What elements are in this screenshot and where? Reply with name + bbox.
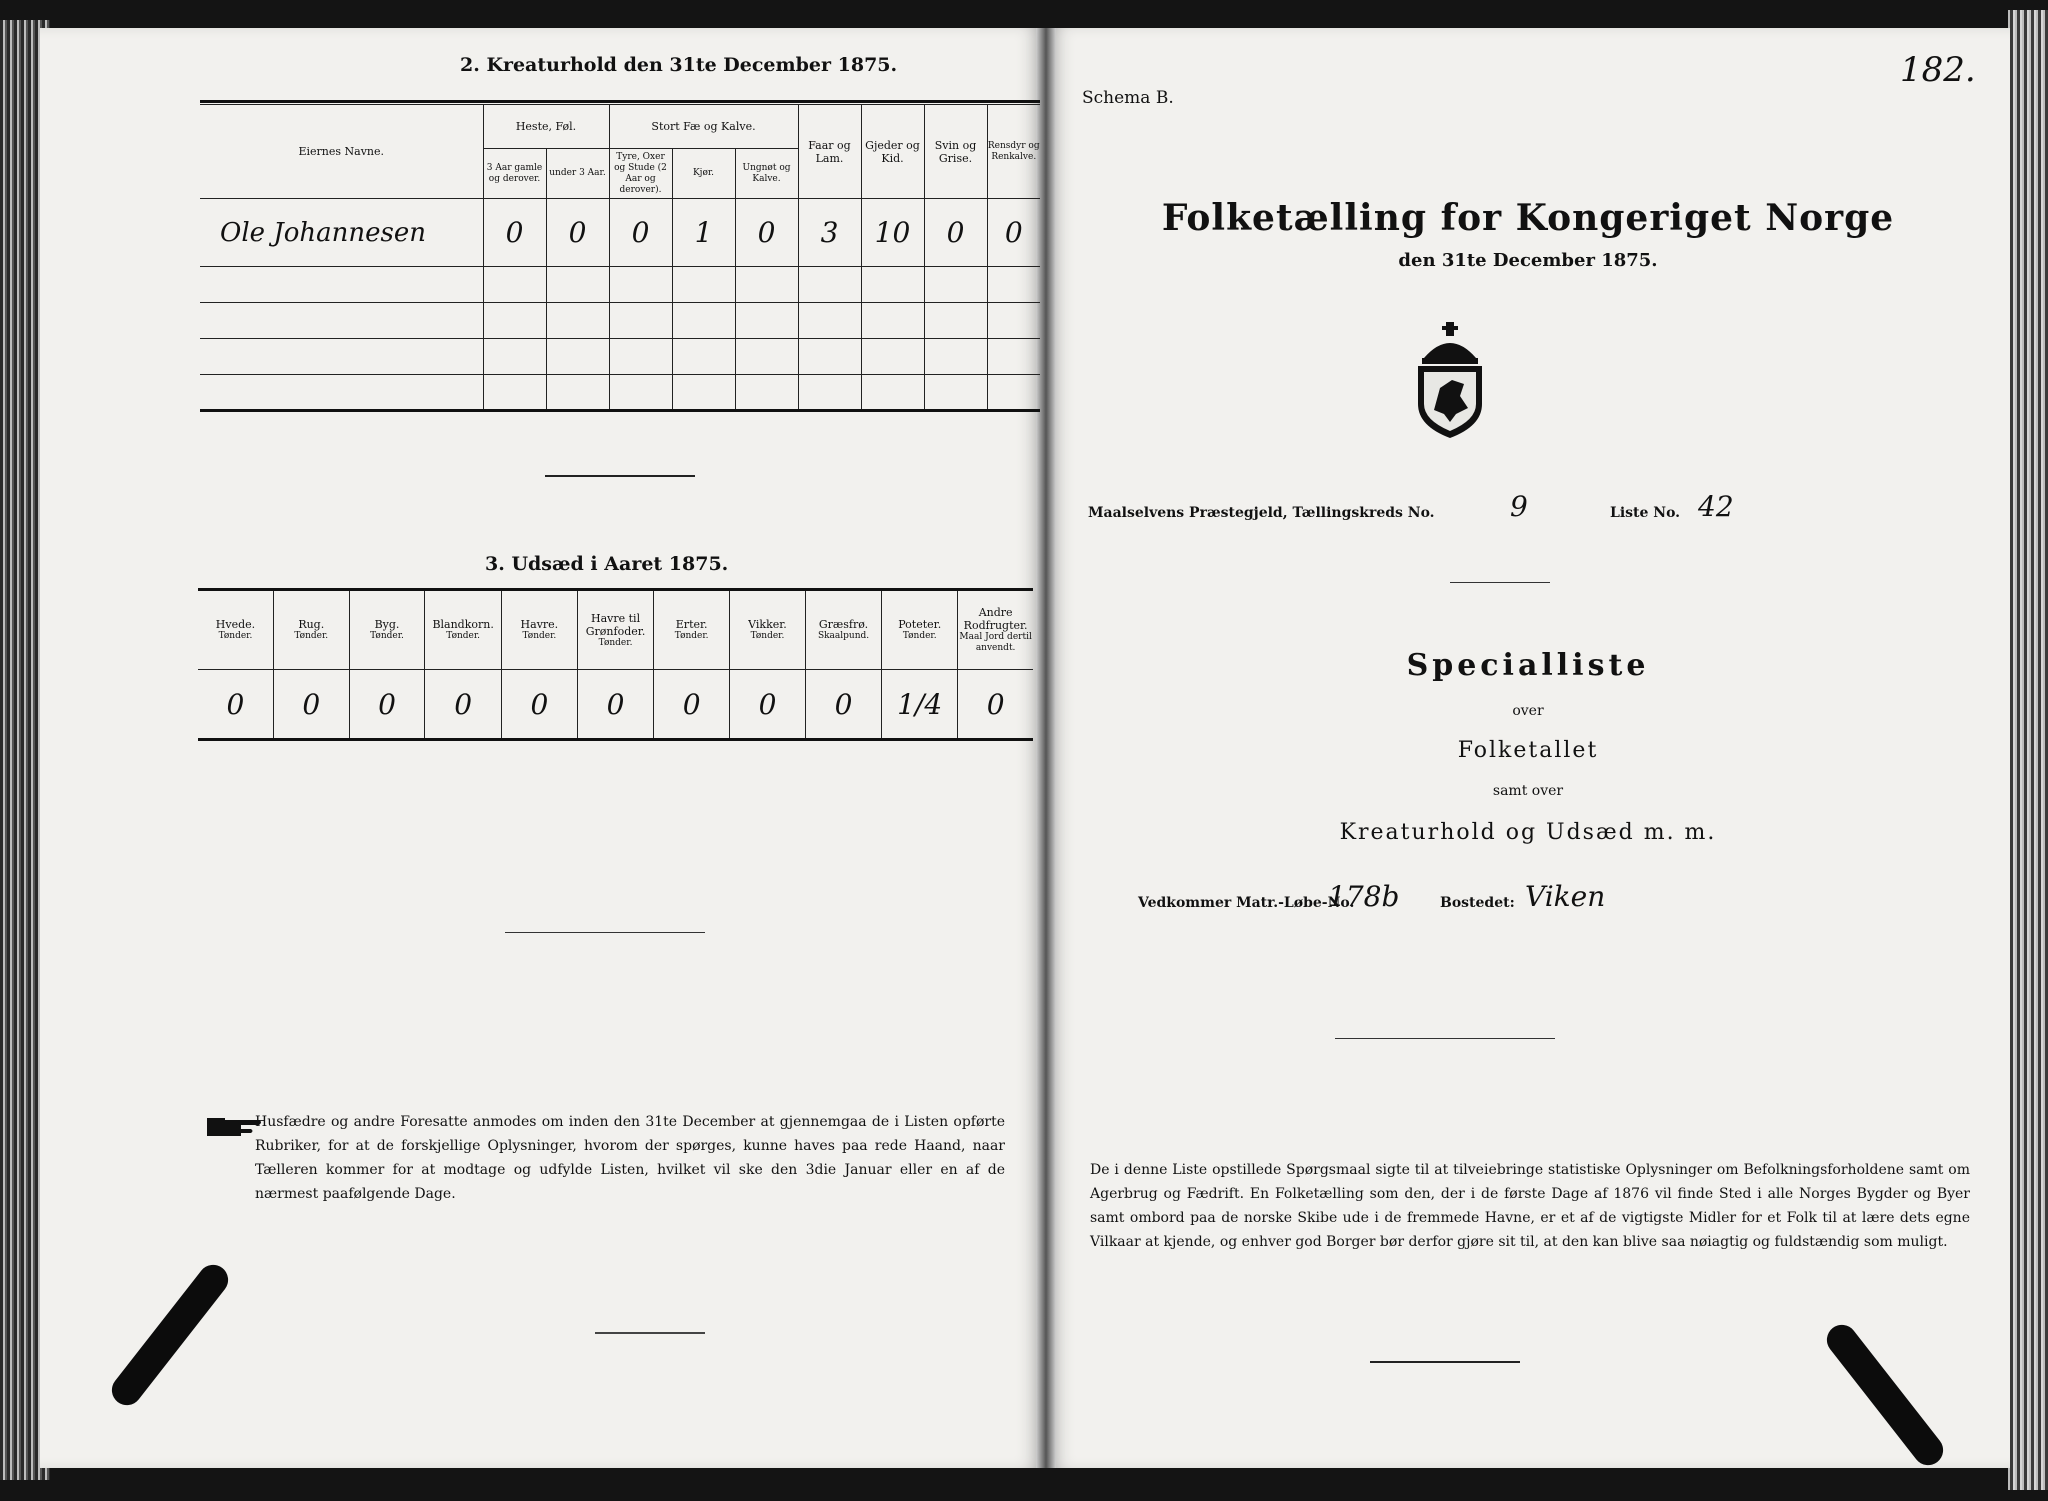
divider — [545, 475, 695, 477]
sow-value-10: 0 — [958, 670, 1033, 740]
district-number: 9 — [1510, 490, 1528, 523]
sow-value-7: 0 — [730, 670, 806, 740]
over-label: over — [1512, 703, 1544, 719]
value-horses-young: 0 — [546, 199, 609, 267]
page-number: 182. — [1900, 50, 1976, 90]
table-row — [200, 199, 1040, 267]
value-sheep: 3 — [798, 199, 861, 267]
value-oxen: 0 — [609, 199, 672, 267]
value-cows: 1 — [672, 199, 735, 267]
table-row — [198, 670, 1033, 740]
sow-value-1: 0 — [273, 670, 349, 740]
census-date: den 31te December 1875. — [1398, 250, 1658, 271]
sow-header-4: Havre. Tønder. — [501, 590, 577, 670]
sowing-table — [198, 588, 1033, 741]
sow-value-6: 0 — [654, 670, 730, 740]
divider — [1335, 1038, 1555, 1039]
value-horses-old: 0 — [483, 199, 546, 267]
divider — [1370, 1361, 1520, 1363]
sow-value-9: 1/4 — [882, 670, 958, 740]
instructions-note: Husfædre og andre Foresatte anmodes om inden den 31te December at gjennemgaa de i Listen opførte Rubriker, for at de forskjellige Oplysninger, hvorom der spørges, kunne haves paa rede Haand, naar Tælleren kommer for at modtage og udfylde Listen, hvilket vil ske den 3die Januar eller en af de nærmest paafølgende Dage. — [255, 1114, 1005, 1202]
value-young-cattle: 0 — [735, 199, 798, 267]
bosted-value: Viken — [1525, 880, 1606, 913]
list-number: 42 — [1698, 490, 1734, 523]
sow-header-6: Erter. Tønder. — [654, 590, 730, 670]
divider — [505, 932, 705, 933]
folketallet-label: Folketallet — [1457, 738, 1599, 763]
header-sheep: Faar og Lam. — [798, 105, 861, 199]
matr-label: Vedkommer Matr.-Løbe-No. — [1138, 895, 1355, 911]
sow-value-4: 0 — [501, 670, 577, 740]
header-horses-young: under 3 Aar. — [546, 149, 609, 199]
value-goats: 10 — [861, 199, 924, 267]
section2-title: 2. Kreaturhold den 31te December 1875. — [460, 54, 898, 76]
header-cows: Kjør. — [672, 149, 735, 199]
coat-of-arms-icon — [1410, 318, 1490, 440]
sow-header-7: Vikker. Tønder. — [730, 590, 806, 670]
right-page-edges — [2008, 10, 2048, 1490]
purpose-paragraph: De i denne Liste opstillede Spørgsmaal sigte til at tilveiebringe statistiske Oplysninger om Befolkningsforholdene samt om Agerbrug og Fædrift. En Folketælling som den, der i de første Dage af 1876 vil finde Sted i alle Norges Bygder og Byer samt ombord paa de norske Skibe ude i de fremmede Havne, er et af de vigtigste Midler for et Folk til at lære dets egne Vilkaar at kjende, og enhver god Borger bør derfor gjøre sit til, at den kan blive saa nøiagtig og fuldstændig som muligt. — [1090, 1162, 1970, 1250]
schema-label: Schema B. — [1082, 88, 1174, 108]
sow-value-2: 0 — [349, 670, 425, 740]
header-cattle: Stort Fæ og Kalve. — [609, 105, 798, 149]
sow-value-3: 0 — [425, 670, 502, 740]
sow-header-1: Rug. Tønder. — [273, 590, 349, 670]
list-label: Liste No. — [1610, 505, 1681, 521]
header-oxen: Tyre, Oxer og Stude (2 Aar og derover). — [609, 149, 672, 199]
owner-name: Ole Johannesen — [200, 199, 483, 267]
bosted-label: Bostedet: — [1440, 895, 1515, 911]
sow-value-5: 0 — [577, 670, 654, 740]
sow-value-0: 0 — [198, 670, 273, 740]
sow-header-2: Byg. Tønder. — [349, 590, 425, 670]
section3-title: 3. Udsæd i Aaret 1875. — [485, 553, 729, 575]
header-reindeer: Rensdyr og Renkalve. — [987, 105, 1040, 199]
table2-top-rule — [200, 100, 1040, 103]
header-horses: Heste, Føl. — [483, 105, 609, 149]
livestock-table — [200, 104, 1040, 412]
divider — [1450, 582, 1550, 583]
matr-number: 178b — [1328, 880, 1400, 913]
divider — [595, 1332, 705, 1334]
value-pigs: 0 — [924, 199, 987, 267]
sow-header-0: Hvede. Tønder. — [198, 590, 273, 670]
specialliste-title: Specialliste — [1406, 648, 1650, 683]
sow-header-10: Andre Rodfrugter. Maal Jord dertil anvendt. — [958, 590, 1033, 670]
header-pigs: Svin og Grise. — [924, 105, 987, 199]
sow-header-8: Græsfrø. Skaalpund. — [805, 590, 881, 670]
header-young-cattle: Ungnøt og Kalve. — [735, 149, 798, 199]
sow-value-8: 0 — [805, 670, 881, 740]
sow-header-3: Blandkorn. Tønder. — [425, 590, 502, 670]
district-label: Maalselvens Præstegjeld, Tællingskreds No. — [1088, 505, 1435, 521]
header-owner: Eiernes Navne. — [200, 105, 483, 199]
kreaturhold-label: Kreaturhold og Udsæd m. m. — [1339, 820, 1717, 845]
header-goats: Gjeder og Kid. — [861, 105, 924, 199]
header-horses-old: 3 Aar gamle og derover. — [483, 149, 546, 199]
samt-over-label: samt over — [1492, 783, 1564, 799]
sow-header-5: Havre til Grønfoder. Tønder. — [577, 590, 654, 670]
census-title: Folketælling for Kongeriget Norge — [1161, 197, 1895, 239]
value-reindeer: 0 — [987, 199, 1040, 267]
sow-header-9: Poteter. Tønder. — [882, 590, 958, 670]
